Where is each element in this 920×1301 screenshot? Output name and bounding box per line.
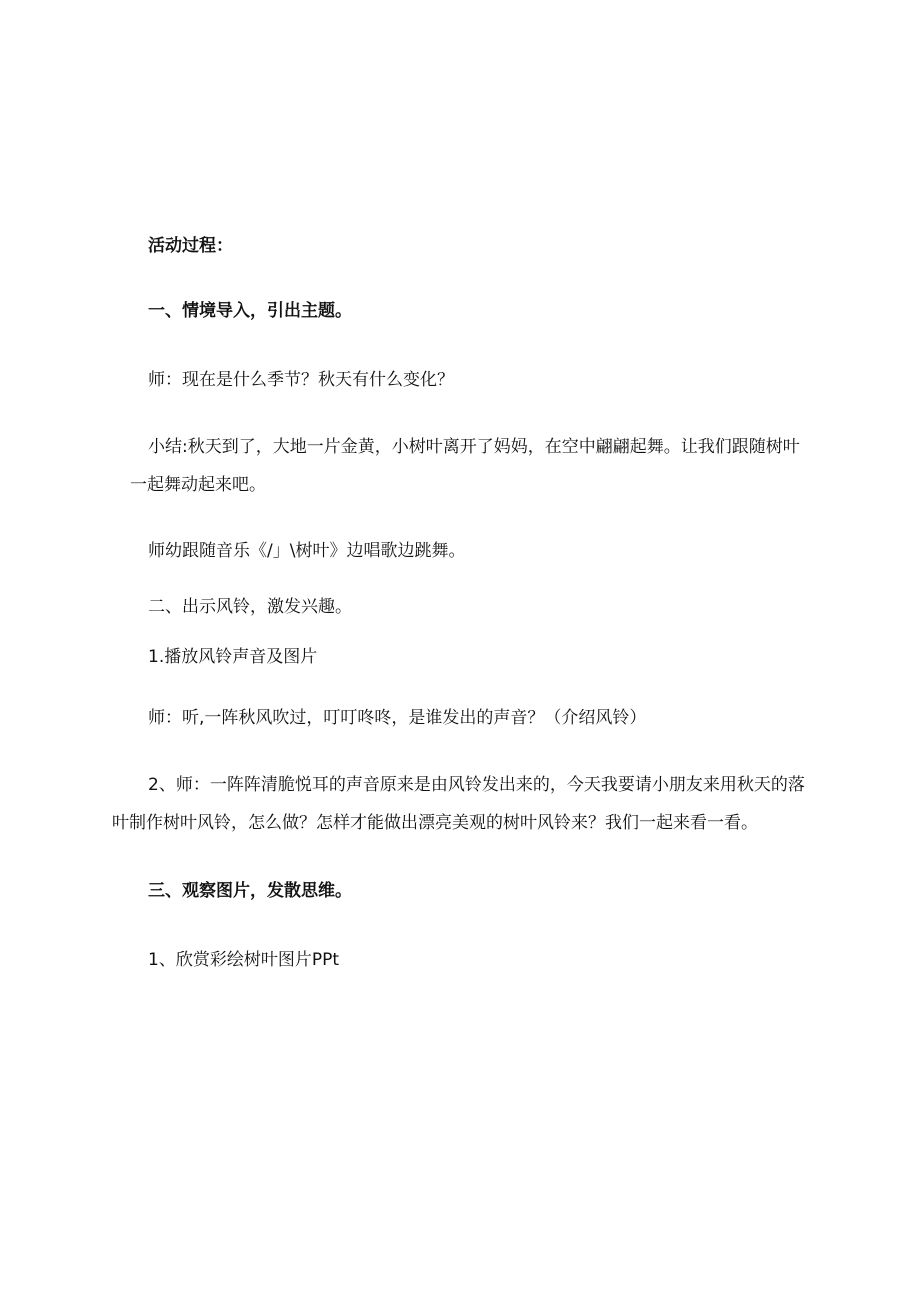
step1-line: 1.播放风铃声音及图片 [148,647,318,667]
heading-process: 活动过程： [148,236,233,256]
step3-line: 1、欣赏彩绘树叶图片PPt [148,950,339,970]
summary-line-2: 一起舞动起来吧。 [130,475,266,495]
section3-title: 三、观察图片，发散思维。 [148,881,352,901]
teacher-question-2: 师：听,一阵秋风吹过，叮叮咚咚，是谁发出的声音？（介绍风铃） [148,708,647,728]
teacher-question-1: 师：现在是什么季节？秋天有什么变化？ [148,370,454,390]
step2-line-2: 叶制作树叶风铃，怎么做？怎样才能做出漂亮美观的树叶风铃来？我们一起来看一看。 [112,813,758,833]
section1-title: 一、情境导入，引出主题。 [148,301,352,321]
section2-title: 二、出示风铃，激发兴趣。 [148,597,352,617]
step2-line-1: 2、师：一阵阵清脆悦耳的声音原来是由风铃发出来的，今天我要请小朋友来用秋天的落 [148,775,805,795]
summary-line-1: 小结:秋天到了，大地一片金黄，小树叶离开了妈妈，在空中翩翩起舞。让我们跟随树叶 [148,437,800,457]
dance-activity-line: 师幼跟随音乐《/」\树叶》边唱歌边跳舞。 [148,541,466,561]
